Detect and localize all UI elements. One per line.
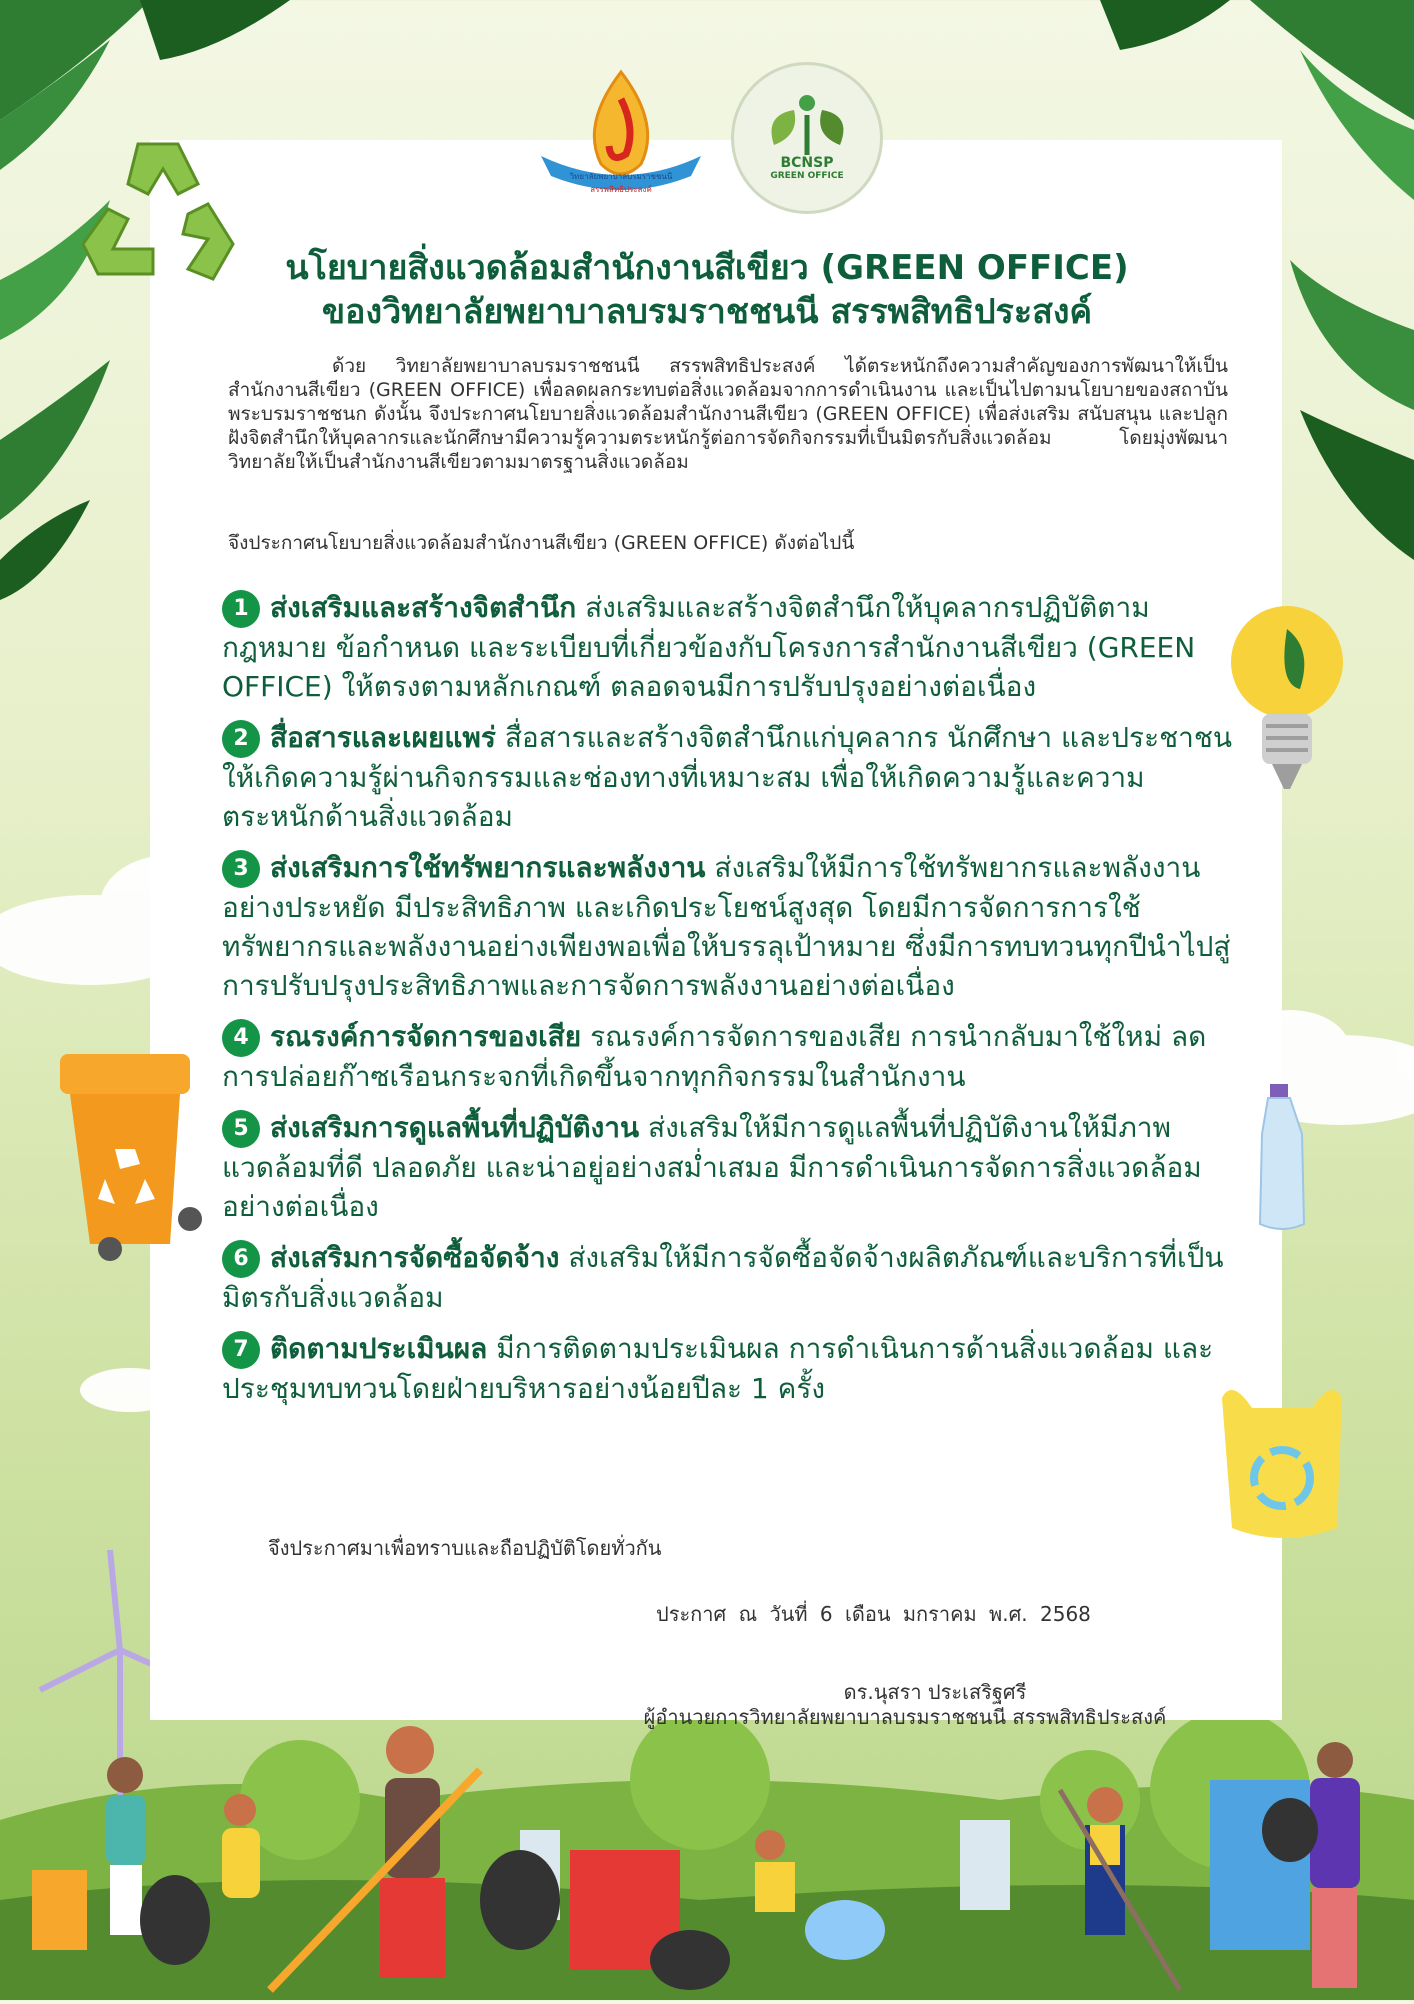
policy-item bbox=[222, 1108, 1232, 1226]
green-logo-subtitle: GREEN OFFICE bbox=[770, 171, 844, 181]
signatory-position: ผู้อำนวยการวิทยาลัยพยาบาลบรมราชชนนี สรรพสิทธิประสงค์ bbox=[643, 1705, 1167, 1729]
policy-item bbox=[222, 1238, 1232, 1317]
policy-number-badge: 1 bbox=[222, 590, 260, 628]
policy-number-badge: 6 bbox=[222, 1240, 260, 1278]
policy-text: ส่งเสริมและสร้างจิตสำนึกให้บุคลากรปฏิบัติตามกฎหมาย ข้อกำหนด และระเบียบที่เกี่ยวข้องกับโครงการสำนักงานสีเขียว (GREEN OFFICE) ให้ตรงตามหลักเกณฑ์ ตลอดจนมีการปรับปรุงอย่างต่อเนื่อง bbox=[222, 591, 1196, 703]
closing-text: จึงประกาศมาเพื่อทราบและถือปฏิบัติโดยทั่วกัน bbox=[268, 1536, 662, 1560]
policy-number-badge: 4 bbox=[222, 1019, 260, 1057]
policy-item bbox=[222, 1329, 1232, 1408]
page-title bbox=[160, 246, 1254, 334]
policy-item bbox=[222, 848, 1232, 1005]
declaration-text: จึงประกาศนโยบายสิ่งแวดล้อมสำนักงานสีเขียว (GREEN OFFICE) ดังต่อไปนี้ bbox=[228, 532, 855, 554]
policy-text: ส่งเสริมให้มีการดูแลพื้นที่ปฏิบัติงานให้มีภาพแวดล้อมที่ดี ปลอดภัย และน่าอยู่อย่างสม่ำเสมอ มีการดำเนินการจัดการสิ่งแวดล้อมอย่างต่อเนื่อง bbox=[222, 1111, 1202, 1223]
policy-title: รณรงค์การจัดการของเสีย bbox=[270, 1020, 582, 1053]
green-logo-title: BCNSP bbox=[780, 155, 834, 171]
policy-text: มีการติดตามประเมินผล การดำเนินการด้านสิ่งแวดล้อม และประชุมทบทวนโดยฝ่ายบริหารอย่างน้อยปีละ 1 ครั้ง bbox=[222, 1332, 1214, 1405]
signature-block bbox=[560, 1680, 1250, 1730]
policy-item bbox=[222, 718, 1232, 836]
policy-title: สื่อสารและเผยแพร่ bbox=[270, 721, 496, 754]
policy-title: ติดตามประเมินผล bbox=[270, 1332, 488, 1365]
policy-text: ส่งเสริมให้มีการจัดซื้อจัดจ้างผลิตภัณฑ์และบริการที่เป็นมิตรกับสิ่งแวดล้อม bbox=[222, 1241, 1224, 1314]
bottle-icon bbox=[1252, 1084, 1312, 1238]
title-line-1: นโยบายสิ่งแวดล้อมสำนักงานสีเขียว (GREEN OFFICE) bbox=[285, 248, 1129, 288]
policy-list bbox=[222, 588, 1232, 1420]
volunteers-illustration bbox=[0, 1600, 1414, 2004]
signatory-name: ดร.นุสรา ประเสริฐศรี bbox=[843, 1680, 1027, 1704]
policy-number-badge: 5 bbox=[222, 1110, 260, 1148]
recycle-bag-icon bbox=[1212, 1378, 1352, 1552]
title-line-2: ของวิทยาลัยพยาบาลบรมราชชนนี สรรพสิทธิประสงค์ bbox=[321, 292, 1093, 332]
policy-title: ส่งเสริมและสร้างจิตสำนึก bbox=[270, 591, 577, 624]
lightbulb-icon bbox=[1228, 604, 1346, 798]
policy-number-badge: 2 bbox=[222, 720, 260, 758]
policy-text: รณรงค์การจัดการของเสีย การนำกลับมาใช้ใหม่ ลดการปล่อยก๊าซเรือนกระจกที่เกิดขึ้นจากทุกกิจกรรมในสำนักงาน bbox=[222, 1020, 1207, 1093]
policy-text: สื่อสารและสร้างจิตสำนึกแก่บุคลากร นักศึกษา และประชาชนให้เกิดความรู้ผ่านกิจกรรมและช่องทางที่เหมาะสม เพื่อให้เกิดความรู้และความตระหนักด้านสิ่งแวดล้อม bbox=[222, 721, 1233, 833]
intro-paragraph: ด้วย วิทยาลัยพยาบาลบรมราชชนนี สรรพสิทธิประสงค์ ได้ตระหนักถึงความสำคัญของการพัฒนาให้เป็นสำนักงานสีเขียว (GREEN OFFICE) เพื่อลดผลกระทบต่อสิ่งแวดล้อมจากการดำเนินงาน และเป็นไปตามนโยบายของสถาบันพระบรมราชชนก ดังนั้น จึงประกาศนโยบายสิ่งแวดล้อมสำนักงานสีเขียว (GREEN OFFICE) เพื่อส่งเสริม สนับสนุน และปลูกฝังจิตสำนึกให้บุคลากรและนักศึกษามีความรู้ความตระหนักรู้ต่อการจัดกิจกรรมที่เป็นมิตรกับสิ่งแวดล้อม โดยมุ่งพัฒนาวิทยาลัยให้เป็นสำนักงานสีเขียวตามมาตรฐานสิ่งแวดล้อม bbox=[228, 355, 1228, 473]
policy-text: ส่งเสริมให้มีการใช้ทรัพยากรและพลังงานอย่างประหยัด มีประสิทธิภาพ และเกิดประโยชน์สูงสุด โดยมีการจัดการการใช้ทรัพยากรและพลังงานอย่างเพียงพอเพื่อให้บรรลุเป้าหมาย ซึ่งมีการทบทวนทุกปีนำไปสู่การปรับปรุงประสิทธิภาพและการจัดการพลังงานอย่างต่อเนื่อง bbox=[222, 851, 1231, 1002]
recycle-bin-icon bbox=[60, 1054, 210, 1268]
policy-number-badge: 3 bbox=[222, 850, 260, 888]
policy-title: ส่งเสริมการดูแลพื้นที่ปฏิบัติงาน bbox=[270, 1111, 640, 1144]
logo-row bbox=[0, 64, 1414, 214]
policy-title: ส่งเสริมการใช้ทรัพยากรและพลังงาน bbox=[270, 851, 706, 884]
policy-item bbox=[222, 588, 1232, 706]
policy-item bbox=[222, 1017, 1232, 1096]
policy-title: ส่งเสริมการจัดซื้อจัดจ้าง bbox=[270, 1241, 560, 1274]
college-logo-text: วิทยาลัยพยาบาลบรมราชชนนี สรรพสิทธิประสงค์ bbox=[569, 172, 673, 194]
announcement-date: ประกาศ ณ วันที่ 6 เดือน มกราคม พ.ศ. 2568 bbox=[656, 1602, 1091, 1626]
policy-number-badge: 7 bbox=[222, 1331, 260, 1369]
college-logo bbox=[531, 64, 711, 194]
green-office-logo bbox=[731, 62, 883, 214]
